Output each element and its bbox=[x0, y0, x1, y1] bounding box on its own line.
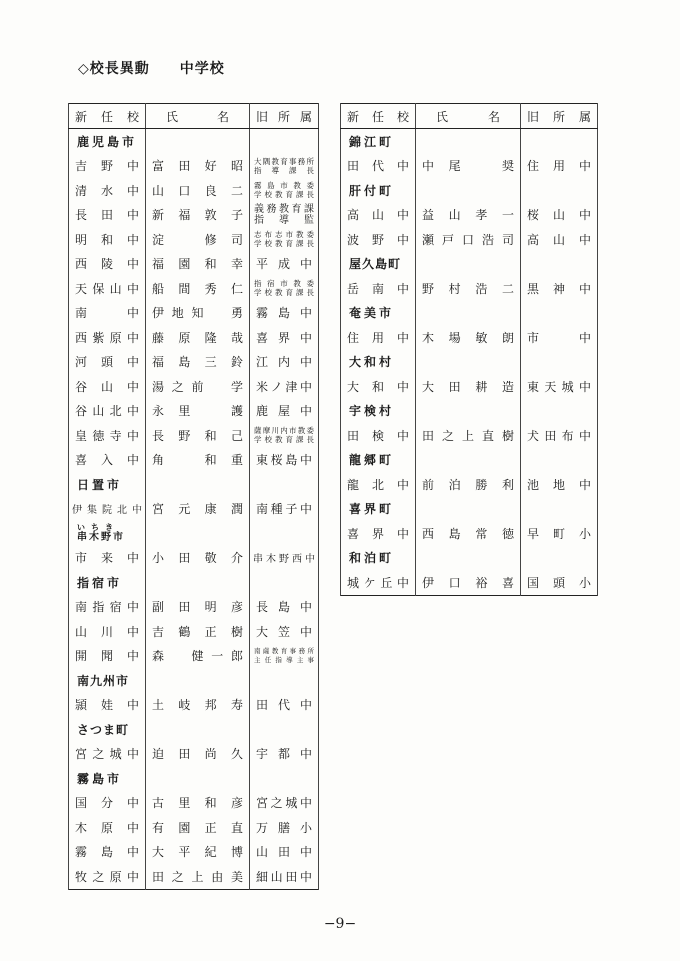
name-cell: 山口良二 bbox=[152, 183, 244, 198]
prev-cell: 東桜島中 bbox=[256, 453, 313, 468]
name-cell: 迫田尚久 bbox=[152, 747, 244, 762]
municipality-label: 南九州市 bbox=[77, 673, 130, 688]
table-row bbox=[69, 497, 319, 522]
school-cell: 霧島中 bbox=[75, 845, 140, 860]
prev-cell: 大笠中 bbox=[256, 624, 313, 639]
table-row bbox=[69, 791, 319, 816]
municipality-label: 奄美市 bbox=[349, 306, 395, 321]
table-row bbox=[69, 325, 319, 350]
prev-line1: 義務教育課 bbox=[254, 203, 315, 215]
muni-row bbox=[69, 570, 319, 595]
name-cell: 伊地知 勇 bbox=[152, 306, 244, 321]
heading-category: 中学校 bbox=[179, 61, 225, 77]
prev-cell: 鹿屋中 bbox=[256, 404, 313, 419]
name-cell: 大平紀博 bbox=[152, 845, 244, 860]
muni-row bbox=[69, 766, 319, 791]
name-cell: 湯之前 学 bbox=[152, 379, 244, 394]
name-cell: 角 和重 bbox=[152, 453, 244, 468]
header-row bbox=[341, 104, 598, 129]
table-row bbox=[69, 374, 319, 399]
school-cell: 南中 bbox=[75, 306, 140, 321]
municipality-label: 和泊町 bbox=[349, 551, 395, 566]
name-cell: 野村浩二 bbox=[422, 281, 514, 296]
name-cell: 船間秀仁 bbox=[152, 281, 244, 296]
school-cell: 山川中 bbox=[75, 624, 140, 639]
school-cell: 谷山北中 bbox=[75, 404, 140, 419]
muni-row bbox=[69, 129, 319, 154]
school-cell: 牧之原中 bbox=[75, 869, 140, 884]
col-prev: 旧所属 bbox=[527, 109, 591, 124]
school-cell: 龍北中 bbox=[347, 477, 409, 492]
municipality-name: 串木野市 bbox=[77, 532, 125, 544]
left-roster-table bbox=[68, 103, 319, 890]
school-cell: 住用中 bbox=[347, 330, 409, 345]
prev-cell: 国頭小 bbox=[527, 575, 591, 590]
municipality-label: 日置市 bbox=[77, 477, 123, 492]
municipality-label: 喜界町 bbox=[349, 502, 395, 517]
name-cell: 前泊勝利 bbox=[422, 477, 514, 492]
right-roster-table bbox=[340, 103, 598, 596]
school-cell: 岳南中 bbox=[347, 281, 409, 296]
prev-cell: 細山田中 bbox=[256, 869, 313, 884]
name-cell: 富田好昭 bbox=[152, 159, 244, 174]
prev-cell: 東天城中 bbox=[527, 379, 591, 394]
school-cell: 田代中 bbox=[347, 159, 409, 174]
prev-cell: 桜山中 bbox=[527, 208, 591, 223]
muni-row bbox=[341, 399, 598, 424]
school-cell: 大和中 bbox=[347, 379, 409, 394]
school-cell: 清水中 bbox=[75, 183, 140, 198]
school-cell: 田検中 bbox=[347, 428, 409, 443]
name-cell: 副田明彦 bbox=[152, 600, 244, 615]
municipality-label bbox=[69, 523, 145, 543]
table-row bbox=[69, 252, 319, 277]
prev-line1: 指宿市教委 bbox=[254, 279, 315, 289]
name-cell: 田之上直樹 bbox=[422, 428, 514, 443]
school-cell: 宮之城中 bbox=[75, 747, 140, 762]
prev-cell: 高山中 bbox=[527, 232, 591, 247]
name-cell: 益山孝一 bbox=[422, 208, 514, 223]
table-row bbox=[341, 423, 598, 448]
school-cell: 明和中 bbox=[75, 232, 140, 247]
name-cell: 淀 修司 bbox=[152, 232, 244, 247]
prev-cell: 江内中 bbox=[256, 355, 313, 370]
school-cell: 国分中 bbox=[75, 796, 140, 811]
table-row bbox=[69, 619, 319, 644]
muni-row bbox=[341, 301, 598, 326]
table-row bbox=[341, 570, 598, 595]
prev-line1: 霧島市教委 bbox=[254, 181, 315, 191]
prev-cell: 犬田布中 bbox=[527, 428, 591, 443]
muni-row bbox=[341, 129, 598, 154]
prev-line2: 学校教育課長 bbox=[254, 288, 315, 298]
table-row bbox=[69, 154, 319, 179]
name-cell: 土岐邦寿 bbox=[152, 698, 244, 713]
name-cell: 藤原隆哉 bbox=[152, 330, 244, 345]
prev-line1: 志布志市教委 bbox=[254, 230, 315, 240]
school-cell: 天保山中 bbox=[75, 281, 140, 296]
school-cell: 皇徳寺中 bbox=[75, 428, 140, 443]
prev-cell: 米ノ津中 bbox=[256, 379, 313, 394]
prev-cell: 宮之城中 bbox=[256, 796, 313, 811]
table-row bbox=[69, 423, 319, 448]
name-cell: 大田耕造 bbox=[422, 379, 514, 394]
muni-row bbox=[69, 472, 319, 497]
name-cell: 有園正直 bbox=[152, 820, 244, 835]
school-cell: 波野中 bbox=[347, 232, 409, 247]
name-cell: 木場敏朗 bbox=[422, 330, 514, 345]
prev-cell: 池地中 bbox=[527, 477, 591, 492]
school-cell: 谷山中 bbox=[75, 379, 140, 394]
school-cell: 河頭中 bbox=[75, 355, 140, 370]
muni-row bbox=[341, 178, 598, 203]
table-row bbox=[69, 644, 319, 669]
school-cell: 南指宿中 bbox=[75, 600, 140, 615]
table-row bbox=[341, 154, 598, 179]
prev-cell: 長島中 bbox=[256, 600, 313, 615]
section-heading bbox=[78, 58, 225, 78]
name-cell: 古里和彦 bbox=[152, 796, 244, 811]
table-row bbox=[69, 301, 319, 326]
table-row bbox=[341, 374, 598, 399]
municipality-label: 鹿児島市 bbox=[77, 134, 138, 149]
prev-line1: 南薩教育事務所 bbox=[254, 646, 315, 655]
table-row bbox=[69, 546, 319, 571]
table-row bbox=[341, 521, 598, 546]
table-row bbox=[69, 227, 319, 252]
muni-row bbox=[341, 546, 598, 571]
muni-row bbox=[69, 668, 319, 693]
school-cell: 高山中 bbox=[347, 208, 409, 223]
col-name: 氏 名 bbox=[166, 109, 230, 124]
name-cell: 西島常徳 bbox=[422, 526, 514, 541]
prev-line2: 指導監 bbox=[254, 214, 315, 226]
prev-cell: 市 中 bbox=[527, 330, 591, 345]
table-row bbox=[341, 276, 598, 301]
prev-cell: 山田中 bbox=[256, 845, 313, 860]
municipality-label: 大和村 bbox=[349, 355, 395, 370]
table-row bbox=[69, 276, 319, 301]
name-cell: 福園和幸 bbox=[152, 257, 244, 272]
col-name: 氏 名 bbox=[436, 109, 500, 124]
prev-line2: 学校教育課長 bbox=[254, 435, 315, 445]
page-number: −9− bbox=[323, 916, 357, 932]
muni-row bbox=[341, 448, 598, 473]
prev-line2: 主任指導主事 bbox=[254, 655, 315, 664]
school-cell: 頴娃中 bbox=[75, 698, 140, 713]
prev-line1: 大隅教育事務所 bbox=[254, 156, 315, 166]
municipality-label: 肝付町 bbox=[349, 183, 395, 198]
prev-cell: 早町小 bbox=[527, 526, 591, 541]
name-cell: 永里 護 bbox=[152, 404, 244, 419]
heading-title: ◇校長異動 bbox=[78, 61, 150, 77]
table-row bbox=[69, 350, 319, 375]
col-prev: 旧所属 bbox=[256, 109, 313, 124]
municipality-label: 指宿市 bbox=[77, 575, 123, 590]
header-row bbox=[69, 104, 319, 129]
prev-cell: 南種子中 bbox=[256, 502, 313, 517]
municipality-label: 屋久島町 bbox=[349, 257, 402, 272]
municipality-label: 錦江町 bbox=[349, 134, 395, 149]
name-cell: 福島三鈴 bbox=[152, 355, 244, 370]
school-cell: 喜界中 bbox=[347, 526, 409, 541]
muni-row bbox=[341, 252, 598, 277]
prev-line1: 薩摩川内市教委 bbox=[254, 426, 315, 436]
table-row bbox=[341, 325, 598, 350]
name-cell: 田之上由美 bbox=[152, 869, 244, 884]
table-row bbox=[69, 448, 319, 473]
prev-cell: 平成中 bbox=[256, 257, 313, 272]
name-cell: 小田敬介 bbox=[152, 551, 244, 566]
prev-cell: 喜界中 bbox=[256, 330, 313, 345]
table-row bbox=[69, 815, 319, 840]
col-new-school: 新任校 bbox=[347, 109, 409, 124]
prev-line2: 指導課長 bbox=[254, 165, 315, 175]
school-cell: 木原中 bbox=[75, 820, 140, 835]
table-row bbox=[69, 693, 319, 718]
prev-cell: 宇都中 bbox=[256, 747, 313, 762]
prev-line2: 学校教育課長 bbox=[254, 239, 315, 249]
name-cell: 新福敦子 bbox=[152, 208, 244, 223]
name-cell: 森 健一郎 bbox=[152, 649, 244, 664]
table-row bbox=[69, 595, 319, 620]
school-cell: 西陵中 bbox=[75, 257, 140, 272]
table-row bbox=[341, 227, 598, 252]
school-cell: 城ケ丘中 bbox=[347, 575, 409, 590]
table-row bbox=[69, 864, 319, 889]
school-cell: 長田中 bbox=[75, 208, 140, 223]
table-row bbox=[69, 178, 319, 203]
school-cell: 開聞中 bbox=[75, 649, 140, 664]
municipality-ruby: いちき bbox=[77, 523, 119, 533]
muni-row bbox=[69, 717, 319, 742]
school-cell: 吉野中 bbox=[75, 159, 140, 174]
school-cell: 伊集院北中 bbox=[72, 505, 143, 517]
municipality-label: 龍郷町 bbox=[349, 453, 395, 468]
municipality-label: 霧島市 bbox=[77, 771, 123, 786]
name-cell: 宮元康潤 bbox=[152, 502, 244, 517]
muni-row bbox=[341, 350, 598, 375]
school-cell: 市来中 bbox=[75, 551, 140, 566]
prev-cell: 住用中 bbox=[527, 159, 591, 174]
prev-cell: 田代中 bbox=[256, 698, 313, 713]
table-row bbox=[69, 742, 319, 767]
muni-row bbox=[69, 521, 319, 546]
muni-row bbox=[341, 497, 598, 522]
table-row bbox=[69, 399, 319, 424]
col-new-school: 新任校 bbox=[75, 109, 140, 124]
prev-line2: 学校教育課長 bbox=[254, 190, 315, 200]
name-cell: 伊口裕喜 bbox=[422, 575, 514, 590]
school-cell: 喜入中 bbox=[75, 453, 140, 468]
name-cell: 長野和己 bbox=[152, 428, 244, 443]
name-cell: 吉鶴正樹 bbox=[152, 624, 244, 639]
prev-cell: 万膳小 bbox=[256, 820, 313, 835]
table-row bbox=[341, 203, 598, 228]
prev-cell: 霧島中 bbox=[256, 306, 313, 321]
municipality-label: 宇検村 bbox=[349, 404, 395, 419]
prev-cell: 串木野西中 bbox=[253, 554, 316, 566]
name-cell: 中尾 奨 bbox=[422, 159, 514, 174]
municipality-label: さつま町 bbox=[77, 722, 130, 737]
table-row bbox=[341, 472, 598, 497]
name-cell: 瀬戸口浩司 bbox=[422, 232, 514, 247]
table-row bbox=[69, 203, 319, 228]
table-row bbox=[69, 840, 319, 865]
prev-cell: 黒神中 bbox=[527, 281, 591, 296]
school-cell: 西紫原中 bbox=[75, 330, 140, 345]
